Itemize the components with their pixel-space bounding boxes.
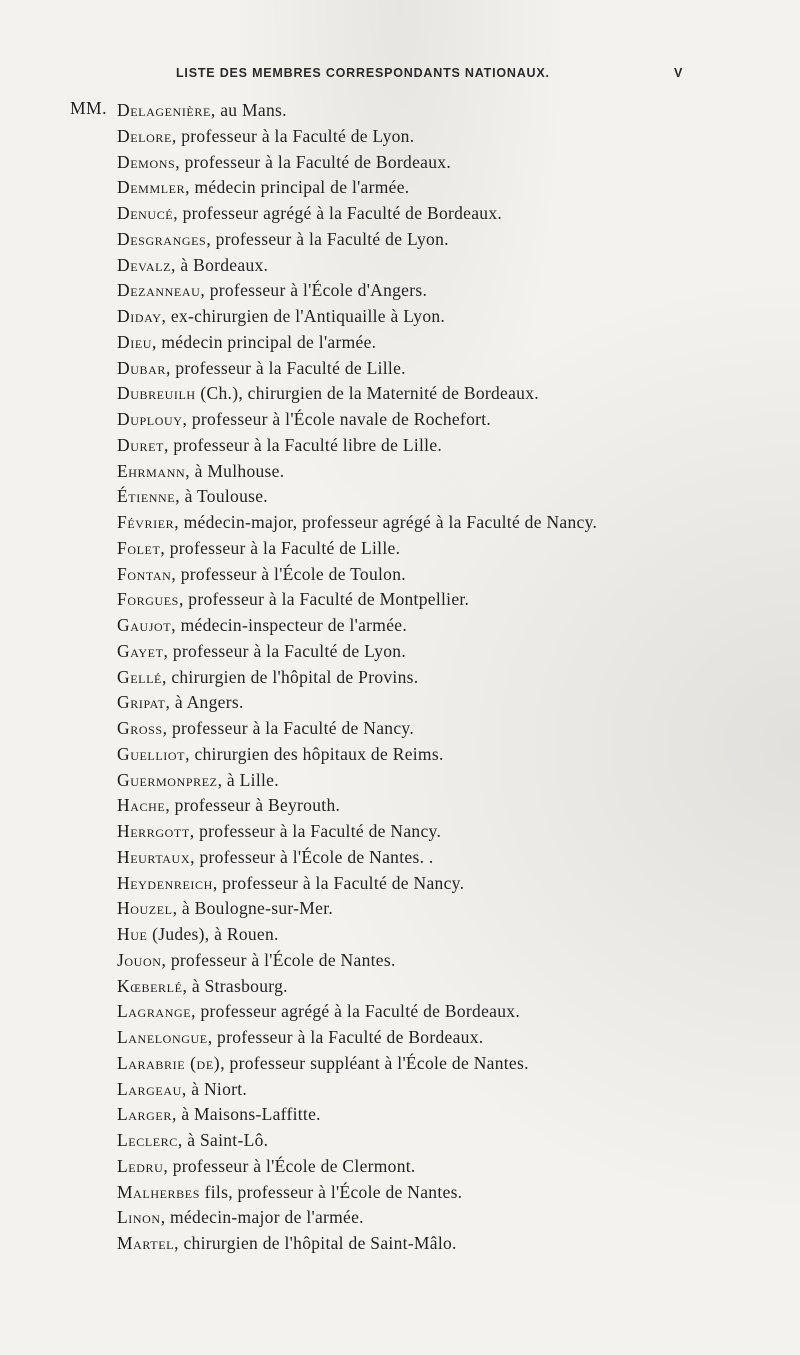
member-description: , chirurgien de l'hôpital de Saint-Mâlo. bbox=[174, 1233, 457, 1253]
member-description: fils, professeur à l'École de Nantes. bbox=[199, 1181, 463, 1202]
member-name: Fontan bbox=[117, 563, 172, 584]
member-name: Dubreuilh bbox=[117, 383, 196, 404]
member-description: , professeur à la Faculté de Lyon. bbox=[206, 228, 449, 249]
member-entry bbox=[117, 1025, 797, 1051]
member-name: Lanelongue bbox=[117, 1027, 208, 1047]
member-entry bbox=[117, 716, 797, 742]
member-name: Gripat bbox=[117, 692, 166, 713]
member-description: , professeur à la Faculté libre de Lille. bbox=[163, 434, 443, 455]
member-entry bbox=[117, 1128, 797, 1154]
member-entry bbox=[117, 150, 797, 176]
member-name: Delore bbox=[117, 125, 172, 146]
member-entry bbox=[117, 227, 797, 253]
member-name: Leclerc bbox=[117, 1130, 178, 1150]
member-description: , professeur à la Faculté de Lyon. bbox=[163, 640, 407, 661]
member-description: , à Saint-Lô. bbox=[177, 1130, 269, 1150]
member-name: Février bbox=[117, 512, 175, 532]
member-name: Denucé bbox=[117, 203, 174, 223]
member-description: , médecin principal de l'armée. bbox=[152, 331, 377, 352]
member-entry bbox=[117, 922, 797, 948]
member-entry bbox=[117, 459, 797, 485]
member-description: , professeur à l'École de Nantes. bbox=[161, 949, 396, 970]
member-entry bbox=[117, 896, 797, 922]
member-name: Guelliot bbox=[117, 743, 186, 764]
member-description: , médecin principal de l'armée. bbox=[185, 177, 410, 198]
member-description: , professeur à la Faculté de Nancy. bbox=[162, 718, 415, 738]
member-description: , à Toulouse. bbox=[175, 486, 268, 507]
member-name: Devalz bbox=[117, 254, 172, 275]
member-entry bbox=[117, 819, 797, 845]
member-entry bbox=[117, 175, 797, 201]
member-name: Dubar bbox=[117, 357, 166, 378]
salutation-prefix: MM. bbox=[70, 98, 107, 118]
member-entry bbox=[117, 1102, 797, 1128]
member-description: , professeur à la Faculté de Bordeaux. bbox=[207, 1027, 484, 1047]
member-name: Diday bbox=[117, 306, 162, 326]
member-entry bbox=[117, 330, 797, 356]
member-name: Folet bbox=[117, 537, 161, 558]
member-name: Dieu bbox=[117, 331, 153, 352]
member-description: , professeur à la Faculté de Lille. bbox=[165, 357, 406, 378]
member-description: , professeur à la Faculté de Bordeaux. bbox=[175, 151, 451, 172]
member-name: Étienne bbox=[117, 486, 176, 507]
member-entry bbox=[117, 278, 797, 304]
member-entry bbox=[117, 742, 797, 768]
member-entry bbox=[117, 1180, 797, 1206]
member-description: , chirurgien des hôpitaux de Reims. bbox=[185, 743, 444, 764]
member-description: , à Mulhouse. bbox=[185, 460, 285, 481]
member-entry bbox=[117, 407, 797, 433]
member-entry bbox=[117, 948, 797, 974]
member-entry bbox=[117, 98, 797, 124]
member-description: , médecin-inspecteur de l'armée. bbox=[171, 615, 408, 635]
member-name: Linon bbox=[117, 1207, 161, 1228]
member-entry bbox=[117, 793, 797, 819]
member-description: , à Maisons-Laffitte. bbox=[171, 1104, 321, 1125]
running-title: LISTE DES MEMBRES CORRESPONDANTS NATIONAUX. bbox=[176, 66, 550, 80]
member-entry bbox=[117, 381, 797, 407]
member-description: , à Lille. bbox=[217, 769, 279, 790]
member-description: , professeur à la Faculté de Lille. bbox=[160, 537, 401, 558]
member-name: Largeau bbox=[117, 1078, 182, 1099]
member-entry bbox=[117, 690, 797, 716]
member-description: , professeur à l'École d'Angers. bbox=[200, 280, 428, 301]
member-entry bbox=[117, 587, 797, 613]
member-name: Forgues bbox=[117, 589, 179, 610]
member-entry bbox=[117, 845, 797, 871]
member-description: , médecin-major, professeur agrégé à la Faculté de Nancy. bbox=[174, 512, 598, 532]
member-description: , professeur à Beyrouth. bbox=[165, 795, 341, 816]
member-description: , professeur à l'École de Clermont. bbox=[163, 1155, 416, 1176]
member-name: Herrgott bbox=[117, 821, 190, 841]
member-description: , à Niort. bbox=[181, 1078, 248, 1099]
member-description: , professeur suppléant à l'École de Nantes. bbox=[220, 1052, 529, 1073]
member-entry bbox=[117, 613, 797, 639]
member-name: Hache bbox=[117, 795, 166, 816]
member-name: Duret bbox=[117, 434, 164, 455]
member-name: Demons bbox=[117, 151, 176, 172]
member-entry bbox=[117, 871, 797, 897]
member-name: Houzel bbox=[117, 898, 173, 919]
member-name: Dezanneau bbox=[117, 280, 201, 301]
member-name: Martel bbox=[117, 1233, 175, 1253]
member-description: , professeur à la Faculté de Lyon. bbox=[171, 125, 415, 146]
member-description: , à Bordeaux. bbox=[171, 254, 269, 275]
member-description: , professeur à l'École de Nantes. . bbox=[190, 846, 434, 867]
member-entry bbox=[117, 665, 797, 691]
member-name: Gross bbox=[117, 718, 163, 738]
member-entry bbox=[117, 768, 797, 794]
member-description: , à Angers. bbox=[165, 692, 244, 713]
member-name: Kœberlé bbox=[117, 975, 183, 996]
member-name: Ledru bbox=[117, 1155, 164, 1176]
member-name: Duplouy bbox=[117, 409, 183, 429]
member-entry bbox=[117, 1231, 797, 1257]
member-name: Guermonprez bbox=[117, 769, 218, 790]
member-entry bbox=[117, 433, 797, 459]
member-entry bbox=[117, 253, 797, 279]
member-entry bbox=[117, 1154, 797, 1180]
member-name: Desgranges bbox=[117, 228, 207, 249]
member-entry bbox=[117, 999, 797, 1025]
member-entry bbox=[117, 356, 797, 382]
member-description: , à Boulogne-sur-Mer. bbox=[172, 898, 334, 919]
member-name: Lagrange bbox=[117, 1001, 192, 1022]
member-name: Gellé bbox=[117, 666, 162, 687]
member-name: Jouon bbox=[117, 949, 162, 970]
member-entry bbox=[117, 201, 797, 227]
member-entry bbox=[117, 124, 797, 150]
member-name: Malherbes bbox=[117, 1181, 200, 1202]
member-description: , professeur à la Faculté de Montpellier. bbox=[178, 589, 470, 610]
member-entry bbox=[117, 510, 797, 536]
member-list bbox=[117, 98, 797, 1257]
member-description: (Judes), à Rouen. bbox=[147, 924, 279, 944]
member-name: Delagenière bbox=[117, 100, 211, 120]
member-entry bbox=[117, 1077, 797, 1103]
member-entry bbox=[117, 536, 797, 562]
member-entry bbox=[117, 1205, 797, 1231]
member-entry bbox=[117, 304, 797, 330]
page-number: V bbox=[674, 66, 683, 80]
member-entry bbox=[117, 1051, 797, 1077]
member-entry bbox=[117, 639, 797, 665]
member-description: , ex-chirurgien de l'Antiquaille à Lyon. bbox=[161, 306, 446, 326]
member-name: Larger bbox=[117, 1104, 172, 1125]
member-entry bbox=[117, 484, 797, 510]
member-name: Demmler bbox=[117, 177, 186, 198]
member-name: Heydenreich bbox=[117, 872, 213, 893]
member-name: Gaujot bbox=[117, 615, 172, 635]
member-description: , à Strasbourg. bbox=[182, 975, 288, 996]
member-entry bbox=[117, 562, 797, 588]
member-description: , au Mans. bbox=[210, 100, 287, 120]
member-description: , professeur à la Faculté de Nancy. bbox=[212, 872, 465, 893]
member-name: Hue bbox=[117, 924, 148, 944]
member-description: , professeur à l'École navale de Rochefort. bbox=[182, 409, 492, 429]
member-name: Ehrmann bbox=[117, 460, 186, 481]
member-description: (Ch.), chirurgien de la Maternité de Bordeaux. bbox=[195, 383, 539, 404]
member-name: Larabrie (de) bbox=[117, 1052, 221, 1073]
member-description: , professeur à la Faculté de Nancy. bbox=[189, 821, 442, 841]
member-name: Heurtaux bbox=[117, 846, 191, 867]
member-name: Gayet bbox=[117, 640, 164, 661]
member-description: , médecin-major de l'armée. bbox=[160, 1207, 364, 1228]
member-description: , chirurgien de l'hôpital de Provins. bbox=[161, 666, 419, 687]
member-description: , professeur agrégé à la Faculté de Bordeaux. bbox=[173, 203, 503, 223]
member-description: , professeur agrégé à la Faculté de Bordeaux. bbox=[191, 1001, 521, 1022]
member-description: , professeur à l'École de Toulon. bbox=[171, 563, 406, 584]
member-entry bbox=[117, 974, 797, 1000]
